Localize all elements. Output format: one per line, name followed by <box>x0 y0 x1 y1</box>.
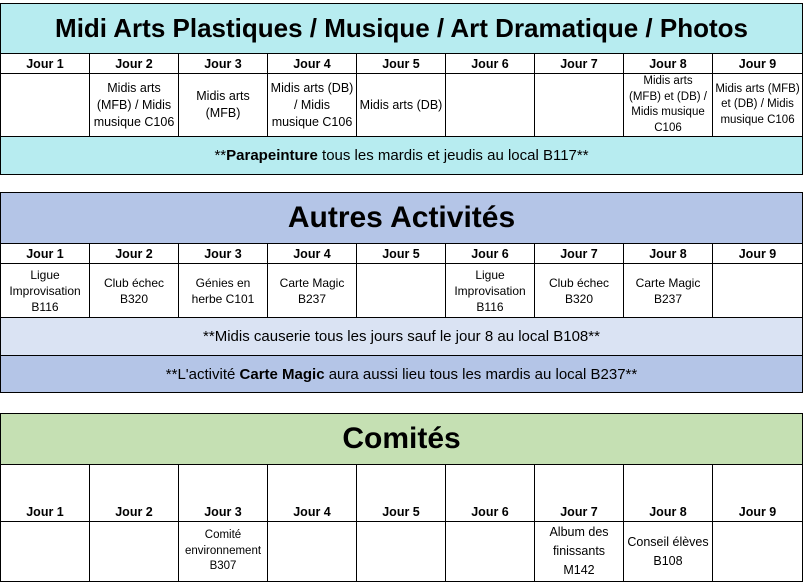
arts-cell-day-1 <box>1 74 90 137</box>
autres-section-title: Autres Activités <box>1 193 803 244</box>
arts-day-8: Jour 8 <box>624 54 713 74</box>
autres-day-7: Jour 7 <box>535 244 624 264</box>
autres-cell-day-5 <box>357 264 446 318</box>
autres-day-6: Jour 6 <box>446 244 535 264</box>
autres-day-1: Jour 1 <box>1 244 90 264</box>
autres-note-causerie: **Midis causerie tous les jours sauf le jour 8 au local B108** <box>1 318 803 356</box>
comites-day-6: Jour 6 <box>446 465 535 522</box>
arts-cell-day-8: Midis arts (MFB) et (DB) / Midis musique C106 <box>624 74 713 137</box>
autres-cell-day-3: Génies en herbe C101 <box>179 264 268 318</box>
comites-cell-day-6 <box>446 522 535 582</box>
comites-day-7: Jour 7 <box>535 465 624 522</box>
arts-day-header-row <box>1 54 803 74</box>
autres-note-carte-magic <box>1 356 803 393</box>
autres-activity-row <box>1 264 803 318</box>
autres-day-2: Jour 2 <box>90 244 179 264</box>
arts-cell-day-3: Midis arts (MFB) <box>179 74 268 137</box>
autres-cell-day-6: Ligue Improvisation B116 <box>446 264 535 318</box>
arts-day-6: Jour 6 <box>446 54 535 74</box>
autres-day-8: Jour 8 <box>624 244 713 264</box>
autres-note2-bold: Carte Magic <box>239 365 325 383</box>
comites-day-header-row <box>1 465 803 522</box>
autres-note2-suffix: aura aussi lieu tous les mardis au local B237** <box>324 365 638 383</box>
autres-table <box>0 192 803 393</box>
arts-cell-day-6 <box>446 74 535 137</box>
arts-day-3: Jour 3 <box>179 54 268 74</box>
autres-cell-day-7: Club échec B320 <box>535 264 624 318</box>
arts-cell-day-5: Midis arts (DB) <box>357 74 446 137</box>
autres-note2-prefix: **L'activité <box>165 365 240 383</box>
arts-cell-day-2: Midis arts (MFB) / Midis musique C106 <box>90 74 179 137</box>
comites-cell-day-2 <box>90 522 179 582</box>
arts-day-1: Jour 1 <box>1 54 90 74</box>
arts-day-2: Jour 2 <box>90 54 179 74</box>
arts-activity-row <box>1 74 803 137</box>
autres-day-header-row <box>1 244 803 264</box>
arts-cell-day-4: Midis arts (DB) / Midis musique C106 <box>268 74 357 137</box>
autres-day-5: Jour 5 <box>357 244 446 264</box>
arts-note-prefix: ** <box>214 147 227 164</box>
arts-note-suffix: tous les mardis et jeudis au local B117** <box>317 147 589 164</box>
autres-day-3: Jour 3 <box>179 244 268 264</box>
autres-day-9: Jour 9 <box>713 244 803 264</box>
arts-day-7: Jour 7 <box>535 54 624 74</box>
comites-day-8: Jour 8 <box>624 465 713 522</box>
comites-cell-day-4 <box>268 522 357 582</box>
comites-table <box>0 413 803 582</box>
autres-cell-day-4: Carte Magic B237 <box>268 264 357 318</box>
comites-section-title: Comités <box>1 414 803 465</box>
comites-cell-day-7: Album des finissants M142 <box>535 522 624 582</box>
comites-day-2: Jour 2 <box>90 465 179 522</box>
arts-day-5: Jour 5 <box>357 54 446 74</box>
arts-table <box>0 3 803 175</box>
comites-cell-day-5 <box>357 522 446 582</box>
autres-cell-day-2: Club échec B320 <box>90 264 179 318</box>
comites-cell-day-3: Comité environnement B307 <box>179 522 268 582</box>
arts-cell-day-7 <box>535 74 624 137</box>
comites-day-5: Jour 5 <box>357 465 446 522</box>
comites-cell-day-9 <box>713 522 803 582</box>
autres-day-4: Jour 4 <box>268 244 357 264</box>
comites-day-1: Jour 1 <box>1 465 90 522</box>
arts-cell-day-9: Midis arts (MFB) et (DB) / Midis musique C106 <box>713 74 803 137</box>
autres-cell-day-1: Ligue Improvisation B116 <box>1 264 90 318</box>
autres-cell-day-9 <box>713 264 803 318</box>
comites-day-3: Jour 3 <box>179 465 268 522</box>
arts-note-parapeinture <box>1 137 803 175</box>
arts-note-bold: Parapeinture <box>226 147 318 164</box>
arts-section-title: Midi Arts Plastiques / Musique / Art Dramatique / Photos <box>1 4 803 54</box>
comites-cell-day-8: Conseil élèves B108 <box>624 522 713 582</box>
comites-day-9: Jour 9 <box>713 465 803 522</box>
arts-day-9: Jour 9 <box>713 54 803 74</box>
autres-cell-day-8: Carte Magic B237 <box>624 264 713 318</box>
comites-cell-day-1 <box>1 522 90 582</box>
arts-day-4: Jour 4 <box>268 54 357 74</box>
comites-activity-row <box>1 522 803 582</box>
comites-day-4: Jour 4 <box>268 465 357 522</box>
